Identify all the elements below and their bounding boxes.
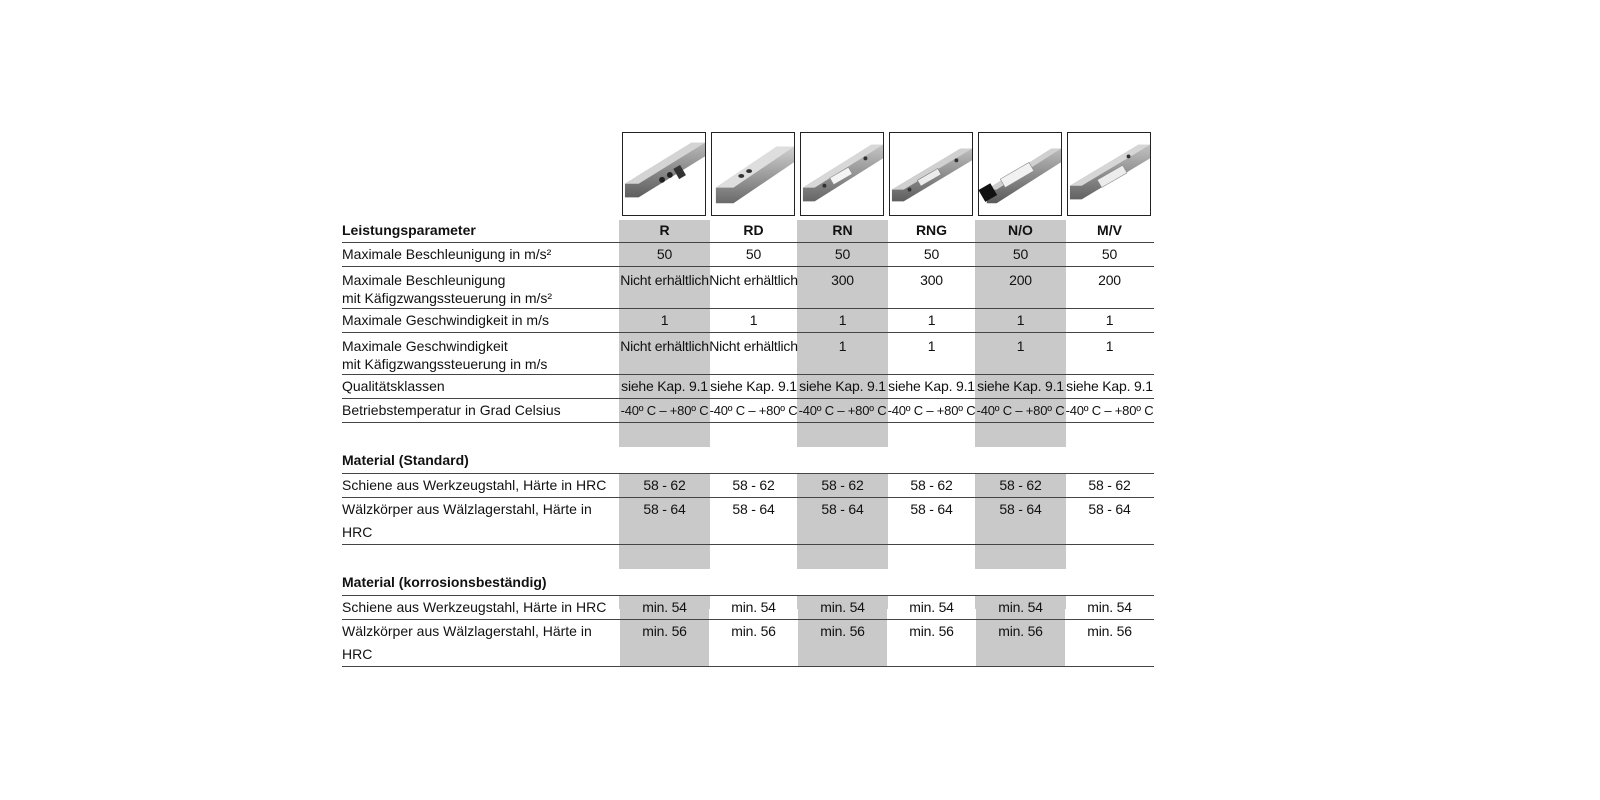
product-image-row bbox=[342, 130, 1154, 218]
product-image-rd bbox=[711, 132, 795, 216]
cell-value: -40º C – +80º C bbox=[976, 399, 1065, 423]
cell-value: min. 56 bbox=[1065, 620, 1154, 667]
cell-value: -40º C – +80º C bbox=[887, 399, 976, 423]
cell-value: 50 bbox=[709, 243, 798, 267]
section-title-material-standard: Material (Standard) bbox=[342, 447, 1154, 474]
cell-value: 58 - 62 bbox=[976, 474, 1065, 498]
cell-value: Nicht erhältlich bbox=[620, 267, 709, 309]
row-label: Wälzkörper aus Wälzlagerstahl, Härte in HRC bbox=[342, 620, 620, 667]
cell-value: min. 54 bbox=[798, 596, 887, 620]
cell-value: 58 - 62 bbox=[887, 474, 976, 498]
cell-value: 58 - 62 bbox=[798, 474, 887, 498]
type-code-rn: RN bbox=[832, 222, 853, 238]
material-corrosion-table bbox=[342, 569, 1154, 667]
row-label: Maximale Beschleunigung in m/s² bbox=[342, 243, 620, 267]
cell-value: 50 bbox=[620, 243, 709, 267]
type-code-rng: RNG bbox=[915, 222, 948, 238]
cell-value: 58 - 62 bbox=[1065, 474, 1154, 498]
cell-value: min. 54 bbox=[976, 596, 1065, 620]
cell-value: 1 bbox=[798, 333, 887, 375]
material-standard-table bbox=[342, 447, 1154, 545]
cell-value: -40º C – +80º C bbox=[1065, 399, 1154, 423]
cell-value: 1 bbox=[976, 333, 1065, 375]
type-code-no: N/O bbox=[1008, 222, 1033, 238]
cell-value: 300 bbox=[887, 267, 976, 309]
header-row bbox=[342, 218, 1154, 243]
cell-value: Nicht erhältlich bbox=[709, 333, 798, 375]
row-label-line2: mit Käfigzwangssteuerung in m/s² bbox=[342, 290, 553, 306]
row-label: Qualitätsklassen bbox=[342, 375, 620, 399]
row-label: Betriebstemperatur in Grad Celsius bbox=[342, 399, 620, 423]
cell-value: 1 bbox=[887, 309, 976, 333]
cell-value: 300 bbox=[798, 267, 887, 309]
row-rail-hardness bbox=[342, 474, 1154, 498]
section-title-material-corrosion: Material (korrosionsbeständig) bbox=[342, 569, 1154, 596]
cell-value: -40º C – +80º C bbox=[620, 399, 709, 423]
cell-value: 50 bbox=[1065, 243, 1154, 267]
row-max-acceleration-cage bbox=[342, 267, 1154, 309]
cell-value: 58 - 64 bbox=[1065, 498, 1154, 545]
spec-table bbox=[342, 218, 1154, 423]
cell-value: siehe Kap. 9.1 bbox=[620, 375, 709, 399]
row-label: Schiene aus Werkzeugstahl, Härte in HRC bbox=[342, 596, 620, 620]
product-image-no bbox=[978, 132, 1062, 216]
product-image-mv bbox=[1067, 132, 1151, 216]
cell-value: siehe Kap. 9.1 bbox=[976, 375, 1065, 399]
row-label bbox=[342, 333, 620, 375]
cell-value: 58 - 64 bbox=[976, 498, 1065, 545]
cell-value: min. 56 bbox=[976, 620, 1065, 667]
cell-value: 58 - 64 bbox=[709, 498, 798, 545]
row-quality-classes bbox=[342, 375, 1154, 399]
cell-value: -40º C – +80º C bbox=[798, 399, 887, 423]
type-code-mv: M/V bbox=[1097, 222, 1122, 238]
cell-value: 1 bbox=[798, 309, 887, 333]
product-image-rng bbox=[889, 132, 973, 216]
row-label: Maximale Geschwindigkeit in m/s bbox=[342, 309, 620, 333]
cell-value: 50 bbox=[798, 243, 887, 267]
cell-value: 200 bbox=[1065, 267, 1154, 309]
cell-value: min. 56 bbox=[887, 620, 976, 667]
cell-value: min. 54 bbox=[620, 596, 709, 620]
row-rolling-element-hardness bbox=[342, 498, 1154, 545]
section-title-performance: Leistungsparameter bbox=[342, 222, 476, 238]
cell-value: Nicht erhältlich bbox=[709, 267, 798, 309]
cell-value: 50 bbox=[887, 243, 976, 267]
cell-value: siehe Kap. 9.1 bbox=[709, 375, 798, 399]
cell-value: 58 - 64 bbox=[798, 498, 887, 545]
row-label: Wälzkörper aus Wälzlagerstahl, Härte in HRC bbox=[342, 498, 620, 545]
cell-value: Nicht erhältlich bbox=[620, 333, 709, 375]
section-header-row bbox=[342, 447, 1154, 474]
cell-value: siehe Kap. 9.1 bbox=[887, 375, 976, 399]
product-image-rn bbox=[800, 132, 884, 216]
cell-value: 50 bbox=[976, 243, 1065, 267]
cell-value: 1 bbox=[620, 309, 709, 333]
row-rail-hardness-corrosion bbox=[342, 596, 1154, 620]
row-max-speed bbox=[342, 309, 1154, 333]
row-max-acceleration bbox=[342, 243, 1154, 267]
row-operating-temperature bbox=[342, 399, 1154, 423]
cell-value: min. 56 bbox=[709, 620, 798, 667]
cell-value: 1 bbox=[976, 309, 1065, 333]
row-label-line1: Maximale Beschleunigung bbox=[342, 272, 506, 288]
row-rolling-element-hardness-corrosion bbox=[342, 620, 1154, 667]
product-image-r bbox=[622, 132, 706, 216]
spec-sheet bbox=[342, 130, 1154, 667]
cell-value: min. 56 bbox=[620, 620, 709, 667]
type-code-rd: RD bbox=[743, 222, 764, 238]
cell-value: min. 54 bbox=[887, 596, 976, 620]
row-label bbox=[342, 267, 620, 309]
cell-value: 58 - 64 bbox=[887, 498, 976, 545]
row-label-line2: mit Käfigzwangssteuerung in m/s bbox=[342, 356, 548, 372]
cell-value: min. 56 bbox=[798, 620, 887, 667]
row-label: Schiene aus Werkzeugstahl, Härte in HRC bbox=[342, 474, 620, 498]
cell-value: 58 - 62 bbox=[709, 474, 798, 498]
cell-value: -40º C – +80º C bbox=[709, 399, 798, 423]
cell-value: min. 54 bbox=[709, 596, 798, 620]
row-label-line1: Maximale Geschwindigkeit bbox=[342, 338, 508, 354]
cell-value: min. 54 bbox=[1065, 596, 1154, 620]
cell-value: siehe Kap. 9.1 bbox=[1065, 375, 1154, 399]
section-header-row bbox=[342, 569, 1154, 596]
cell-value: siehe Kap. 9.1 bbox=[798, 375, 887, 399]
cell-value: 58 - 64 bbox=[620, 498, 709, 545]
cell-value: 1 bbox=[887, 333, 976, 375]
row-max-speed-cage bbox=[342, 333, 1154, 375]
cell-value: 1 bbox=[1065, 309, 1154, 333]
cell-value: 200 bbox=[976, 267, 1065, 309]
cell-value: 1 bbox=[709, 309, 798, 333]
cell-value: 58 - 62 bbox=[620, 474, 709, 498]
type-code-r: R bbox=[659, 222, 670, 238]
cell-value: 1 bbox=[1065, 333, 1154, 375]
